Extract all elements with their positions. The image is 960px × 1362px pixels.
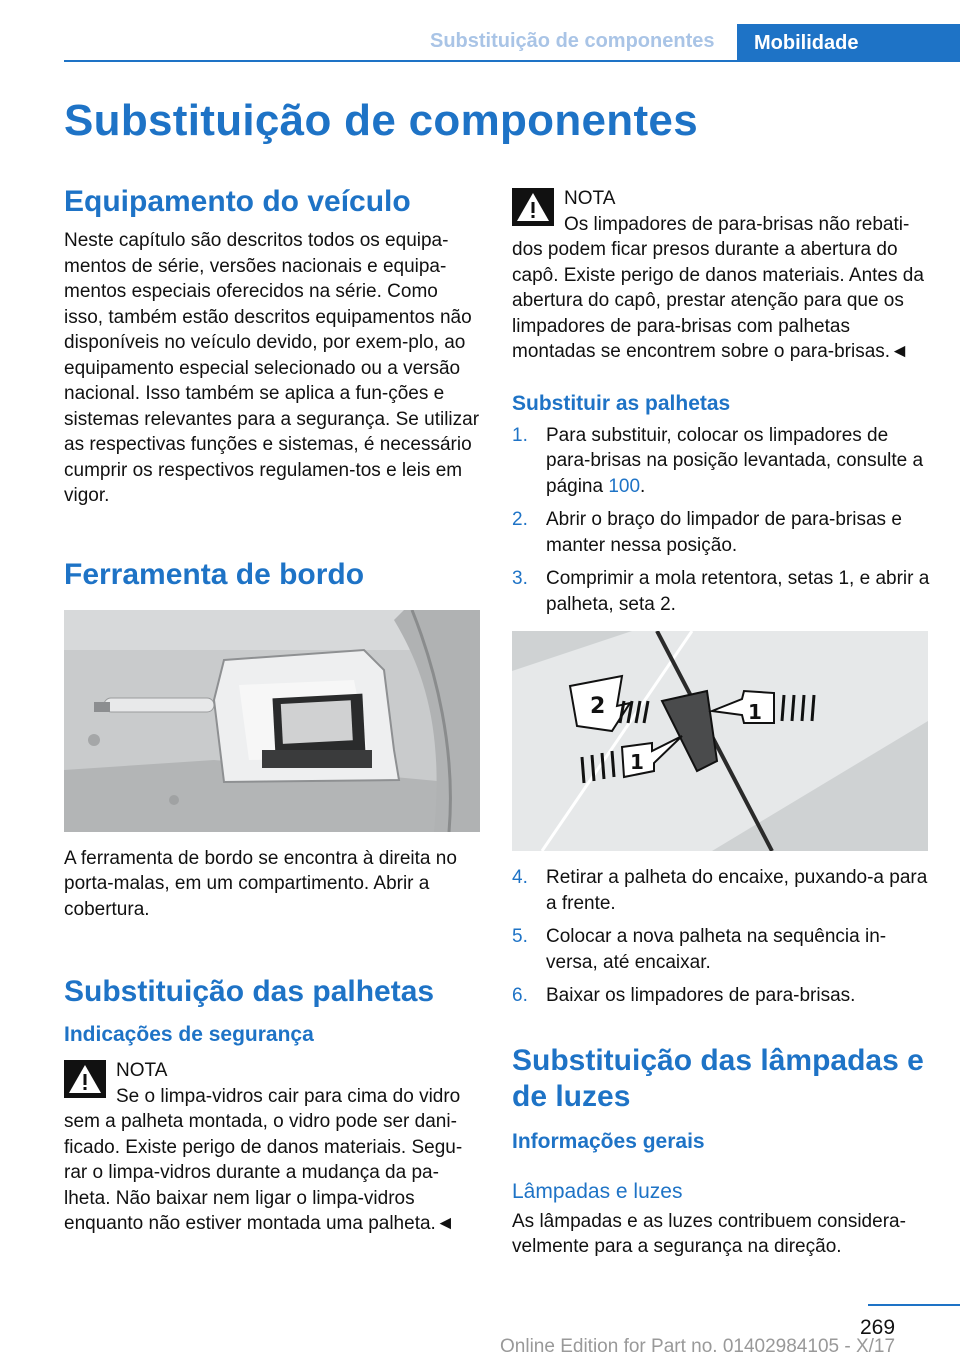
footer-rule (868, 1304, 960, 1306)
arrow-label-one-b: 1 (630, 750, 644, 774)
heading-palhetas: Substituição das palhetas (64, 975, 435, 1008)
warning-icon (512, 188, 554, 226)
steps-list-b (512, 865, 930, 1009)
lampadas-text: As lâmpadas e as luzes contribuem considera-velmente para a segurança na direção. (512, 1210, 906, 1257)
ferramenta-text: A ferramenta de bordo se encontra à direita no porta-malas, em um compartimento. Abrir a cobertura. (64, 847, 457, 920)
step-text: Abrir o braço do limpador de para-brisas e manter nessa posição. (546, 509, 902, 556)
note-text-first: Os limpadores de para-brisas não rebati- (564, 213, 910, 235)
step-text: Comprimir a mola retentora, setas 1, e abrir a palheta, seta 2. (546, 568, 930, 615)
arrow-label-one-a: 1 (748, 700, 762, 724)
heading-lampadas: Substituição das lâmpadas e de luzes (512, 1043, 924, 1113)
list-item (512, 983, 930, 1009)
note-text: dos podem ficar presos durante a abertura do capô. Existe perigo de danos materiais. Antes da abertura do capô, prestar atenção para que os limpadores de para-brisas com palhetas montadas se encontrem sobre o para-brisas.◄ (512, 239, 924, 362)
note-label: NOTA (116, 1060, 168, 1081)
note-text-first: Se o limpa-vidros cair para cima do vidro (116, 1085, 461, 1107)
page-title: Substituição de componentes (64, 96, 698, 145)
step-text: Para substituir, colocar os limpadores de para-brisas na posição levantada, consulte a página (546, 424, 924, 497)
arrow-label-two: 2 (590, 694, 606, 719)
list-item (512, 865, 930, 916)
running-header-tab: Mobilidade (737, 24, 960, 62)
heading-ferramenta: Ferramenta de bordo (64, 557, 365, 591)
step-number: 2. (512, 509, 528, 530)
step-number: 3. (512, 568, 528, 589)
warning-note (64, 1056, 480, 1237)
heading-equipamento: Equipamento do veículo (64, 185, 411, 218)
step-text: Retirar a palheta do encaixe, puxando-a para a frente. (546, 867, 928, 914)
step-number: 4. (512, 867, 528, 888)
note-text: sem a palheta montada, o vidro pode ser dani-ficado. Existe perigo de danos materiais. Segu-rar o limpa-vidros durante a mudança da pa-lheta. Não baixar nem ligar o limpa-vidros enquanto não estiver montada uma palheta.◄ (64, 1111, 463, 1234)
step-text: Baixar os limpadores de para-brisas. (546, 985, 856, 1006)
heading-informacoes-gerais: Informações gerais (512, 1129, 705, 1153)
page-link[interactable]: 100 (608, 475, 641, 497)
list-item (512, 566, 930, 617)
step-number: 5. (512, 926, 528, 947)
warning-icon (64, 1060, 106, 1098)
warning-note-hood (512, 184, 930, 365)
list-item (512, 423, 930, 500)
step-number: 1. (512, 424, 528, 446)
note-label: NOTA (564, 188, 616, 209)
trunk-toolkit-photo (64, 610, 480, 832)
list-item (512, 507, 930, 558)
equipamento-text: Neste capítulo são descritos todos os equipa-mentos de série, versões nacionais e equipa-mentos especiais oferecidos na série. Como isso, também estão descritos equipamentos não disponíveis no veículo devido, por exem-plo, ao equipamento especial selecionado ou a versão nacional. Isso também se aplica a fun-ções e sistemas relevantes para a segurança. Se utilizar as respectivas funções e sistemas, é necessário cumprir os respectivos regulamen-tos e leis em vigor. (64, 230, 480, 506)
step-text: Colocar a nova palheta na sequência in-versa, até encaixar. (546, 926, 887, 973)
step-number: 6. (512, 985, 528, 1006)
left-column (64, 184, 480, 1237)
wiper-blade-illustration (512, 631, 928, 851)
list-item (512, 924, 930, 975)
page-number: 269 (860, 1316, 896, 1339)
running-header-section: Substituição de componentes (430, 30, 715, 52)
step-text-end: . (640, 475, 646, 497)
header-rule (64, 60, 960, 62)
steps-list-a (512, 423, 930, 618)
heading-substituir-palhetas: Substituir as palhetas (512, 391, 731, 415)
edition-footer: Online Edition for Part no. 01402984105 - X/17 (500, 1336, 896, 1357)
heading-seguranca: Indicações de segurança (64, 1023, 314, 1046)
heading-lampadas-luzes: Lâmpadas e luzes (512, 1179, 683, 1203)
right-column (512, 184, 930, 1260)
